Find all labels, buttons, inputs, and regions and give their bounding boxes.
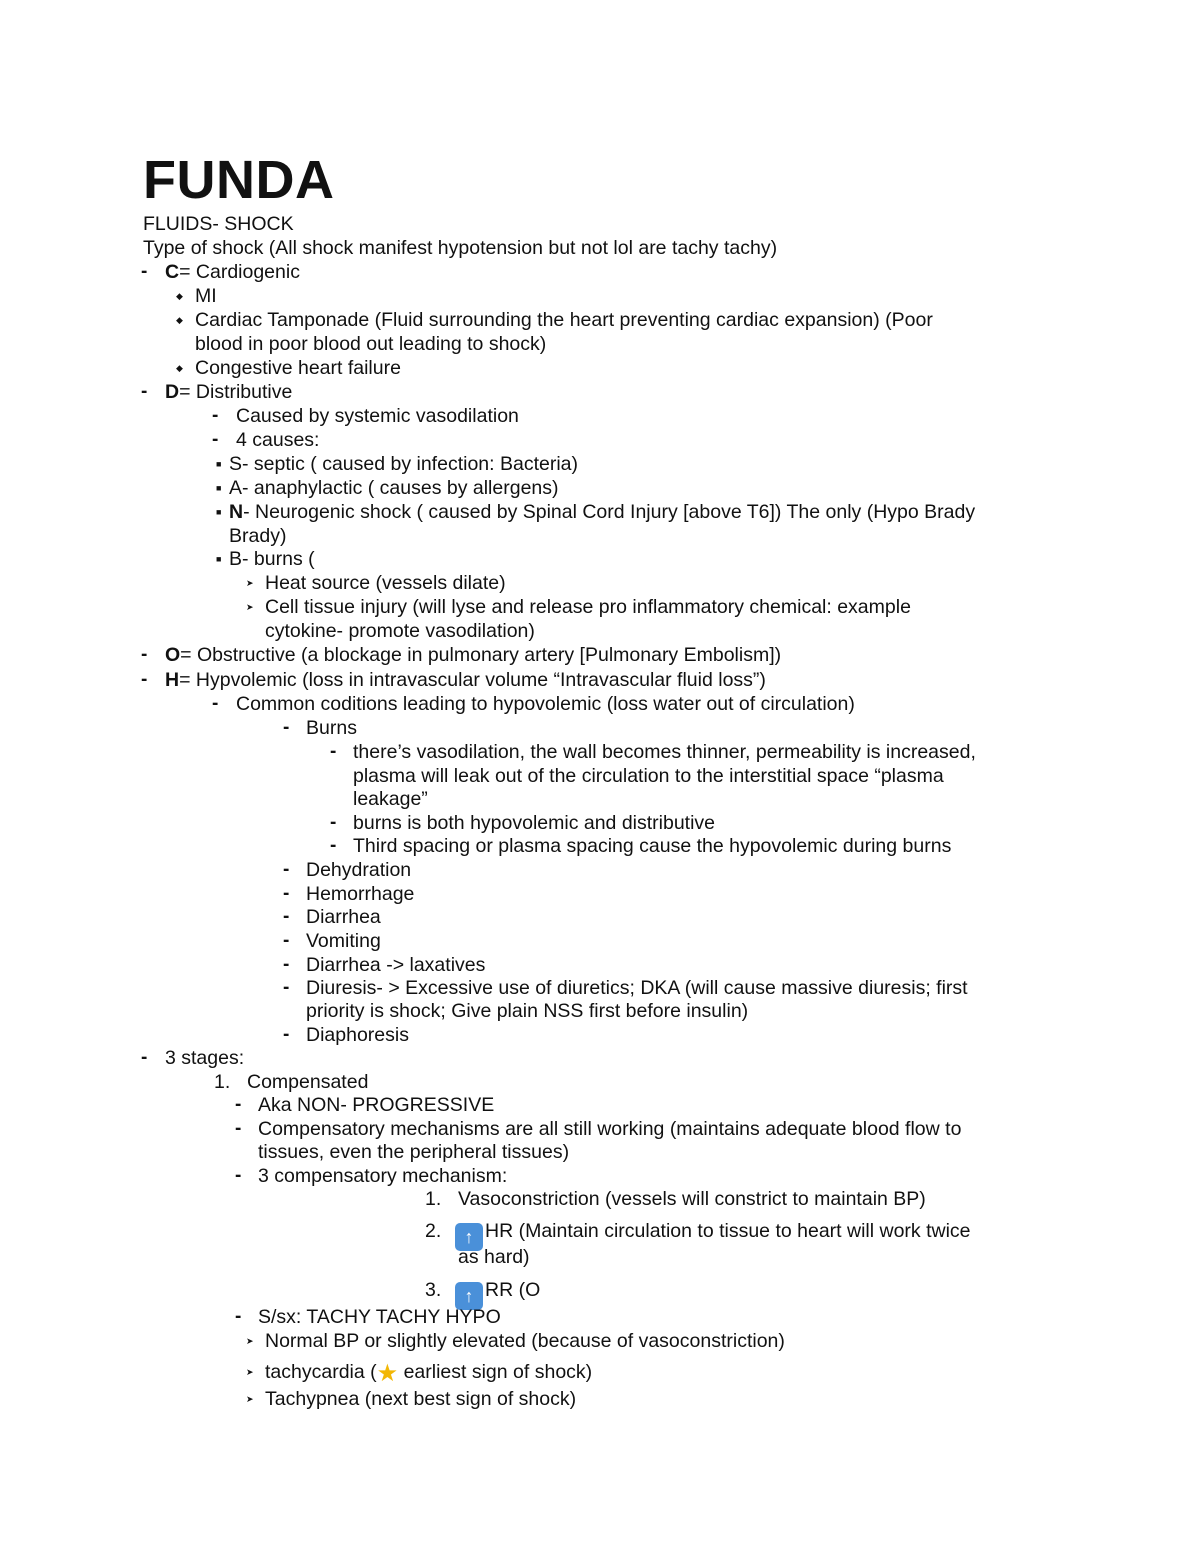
list-number: 1. (214, 1071, 231, 1093)
mechanism-item-cont: as hard) (458, 1246, 530, 1268)
small-bullet: ◆ (176, 363, 183, 373)
list-item: Third spacing or plasma spacing cause the hypovolemic during burns (353, 835, 952, 857)
list-item: tachycardia (★ earliest sign of shock) (265, 1360, 593, 1387)
list-item: there’s vasodilation, the wall becomes thinner, permeability is increased, (353, 741, 976, 763)
dash-bullet: - (283, 954, 290, 975)
dash-bullet: - (283, 859, 290, 880)
dash-bullet: - (212, 429, 219, 450)
mechanism-item: ↑ HR (Maintain circulation to tissue to heart will work twice (455, 1216, 971, 1251)
stages-item: 3 stages: (165, 1047, 245, 1069)
small-bullet: ◆ (176, 315, 183, 325)
dash-bullet: - (141, 261, 148, 282)
list-item: Compensatory mechanisms are all still working (maintains adequate blood flow to (258, 1118, 962, 1140)
dash-bullet: - (283, 717, 290, 738)
list-item: 3 compensatory mechanism: (258, 1165, 508, 1187)
cause-anaphylactic: A- anaphylactic ( causes by allergens) (229, 477, 559, 499)
dash-bullet: - (330, 741, 337, 762)
square-bullet: ■ (216, 554, 222, 564)
dash-bullet: - (283, 883, 290, 904)
list-item: Hemorrhage (306, 883, 415, 905)
dash-bullet: - (235, 1306, 242, 1327)
dash-bullet: - (235, 1094, 242, 1115)
list-item-cont: priority is shock; Give plain NSS first before insulin) (306, 1000, 749, 1022)
dash-bullet: - (283, 906, 290, 927)
arrow-bullet: ➤ (246, 602, 254, 612)
cause-septic: S- septic ( caused by infection: Bacteria) (229, 453, 579, 475)
list-item: Cardiac Tamponade (Fluid surrounding the heart preventing cardiac expansion) (Poor (195, 309, 933, 331)
star-icon: ★ (376, 1360, 399, 1387)
dash-bullet: - (283, 930, 290, 951)
mechanism-item: Vasoconstriction (vessels will constrict to maintain BP) (458, 1188, 926, 1210)
list-item: Aka NON- PROGRESSIVE (258, 1094, 495, 1116)
list-item: Congestive heart failure (195, 357, 401, 379)
list-item: Diaphoresis (306, 1024, 409, 1046)
list-item: Diarrhea -> laxatives (306, 954, 486, 976)
list-item: Diuresis- > Excessive use of diuretics; DKA (will cause massive diuresis; first (306, 977, 968, 999)
intro-line: Type of shock (All shock manifest hypotension but not lol are tachy tachy) (143, 237, 778, 259)
dash-bullet: - (212, 405, 219, 426)
list-item: Diarrhea (306, 906, 381, 928)
cause-neurogenic: N- Neurogenic shock ( caused by Spinal Cord Injury [above T6]) The only (Hypo Brady (229, 501, 976, 523)
list-item: Vomiting (306, 930, 381, 952)
list-item: burns is both hypovolemic and distributive (353, 812, 716, 834)
list-item-cont: plasma will leak out of the circulation to the interstitial space “plasma (353, 765, 944, 787)
list-item-cont: cytokine- promote vasodilation) (265, 620, 535, 642)
dash-bullet: - (141, 381, 148, 402)
arrow-bullet: ➤ (246, 1336, 254, 1346)
list-item: Burns (306, 717, 357, 739)
list-item: Dehydration (306, 859, 412, 881)
square-bullet: ■ (216, 459, 222, 469)
list-item: Common coditions leading to hypovolemic (loss water out of circulation) (236, 693, 855, 715)
up-arrow-icon: ↑ (455, 1223, 483, 1251)
dash-bullet: - (235, 1118, 242, 1139)
list-item: Heat source (vessels dilate) (265, 572, 506, 594)
up-arrow-icon: ↑ (455, 1282, 483, 1310)
dash-bullet: - (235, 1165, 242, 1186)
list-item-cont: blood in poor blood out leading to shock) (195, 333, 547, 355)
cardiogenic-item: C= Cardiogenic (165, 261, 300, 283)
cause-burns: B- burns ( (229, 548, 315, 570)
list-item: Tachypnea (next best sign of shock) (265, 1388, 577, 1410)
distributive-item: D= Distributive (165, 381, 293, 403)
cause-neurogenic-cont: Brady) (229, 525, 287, 547)
list-item: Normal BP or slightly elevated (because of vasoconstriction) (265, 1330, 785, 1352)
list-item: S/sx: TACHY TACHY HYPO (258, 1306, 501, 1328)
square-bullet: ■ (216, 483, 222, 493)
dash-bullet: - (141, 1047, 148, 1068)
list-item: 4 causes: (236, 429, 320, 451)
stage-compensated: Compensated (247, 1071, 369, 1093)
dash-bullet: - (330, 835, 337, 856)
list-number: 3. (425, 1279, 442, 1301)
list-item: MI (195, 285, 217, 307)
arrow-bullet: ➤ (246, 1367, 254, 1377)
section-heading: FLUIDS- SHOCK (143, 213, 294, 235)
arrow-bullet: ➤ (246, 1394, 254, 1404)
hypovolemic-item: H= Hypvolemic (loss in intravascular volume “Intravascular fluid loss”) (165, 669, 766, 691)
list-item: Caused by systemic vasodilation (236, 405, 519, 427)
dash-bullet: - (212, 693, 219, 714)
list-number: 2. (425, 1220, 442, 1242)
list-item-cont: tissues, even the peripheral tissues) (258, 1141, 570, 1163)
small-bullet: ◆ (176, 291, 183, 301)
list-item-cont: leakage” (353, 788, 428, 810)
page-title: FUNDA (143, 150, 335, 210)
square-bullet: ■ (216, 507, 222, 517)
dash-bullet: - (283, 977, 290, 998)
obstructive-item: O= Obstructive (a blockage in pulmonary artery [Pulmonary Embolism]) (165, 644, 782, 666)
arrow-bullet: ➤ (246, 578, 254, 588)
dash-bullet: - (283, 1024, 290, 1045)
list-item: Cell tissue injury (will lyse and release pro inflammatory chemical: example (265, 596, 911, 618)
mechanism-item: ↑ RR (O (455, 1275, 540, 1310)
list-number: 1. (425, 1188, 442, 1210)
dash-bullet: - (330, 812, 337, 833)
dash-bullet: - (141, 669, 148, 690)
dash-bullet: - (141, 644, 148, 665)
